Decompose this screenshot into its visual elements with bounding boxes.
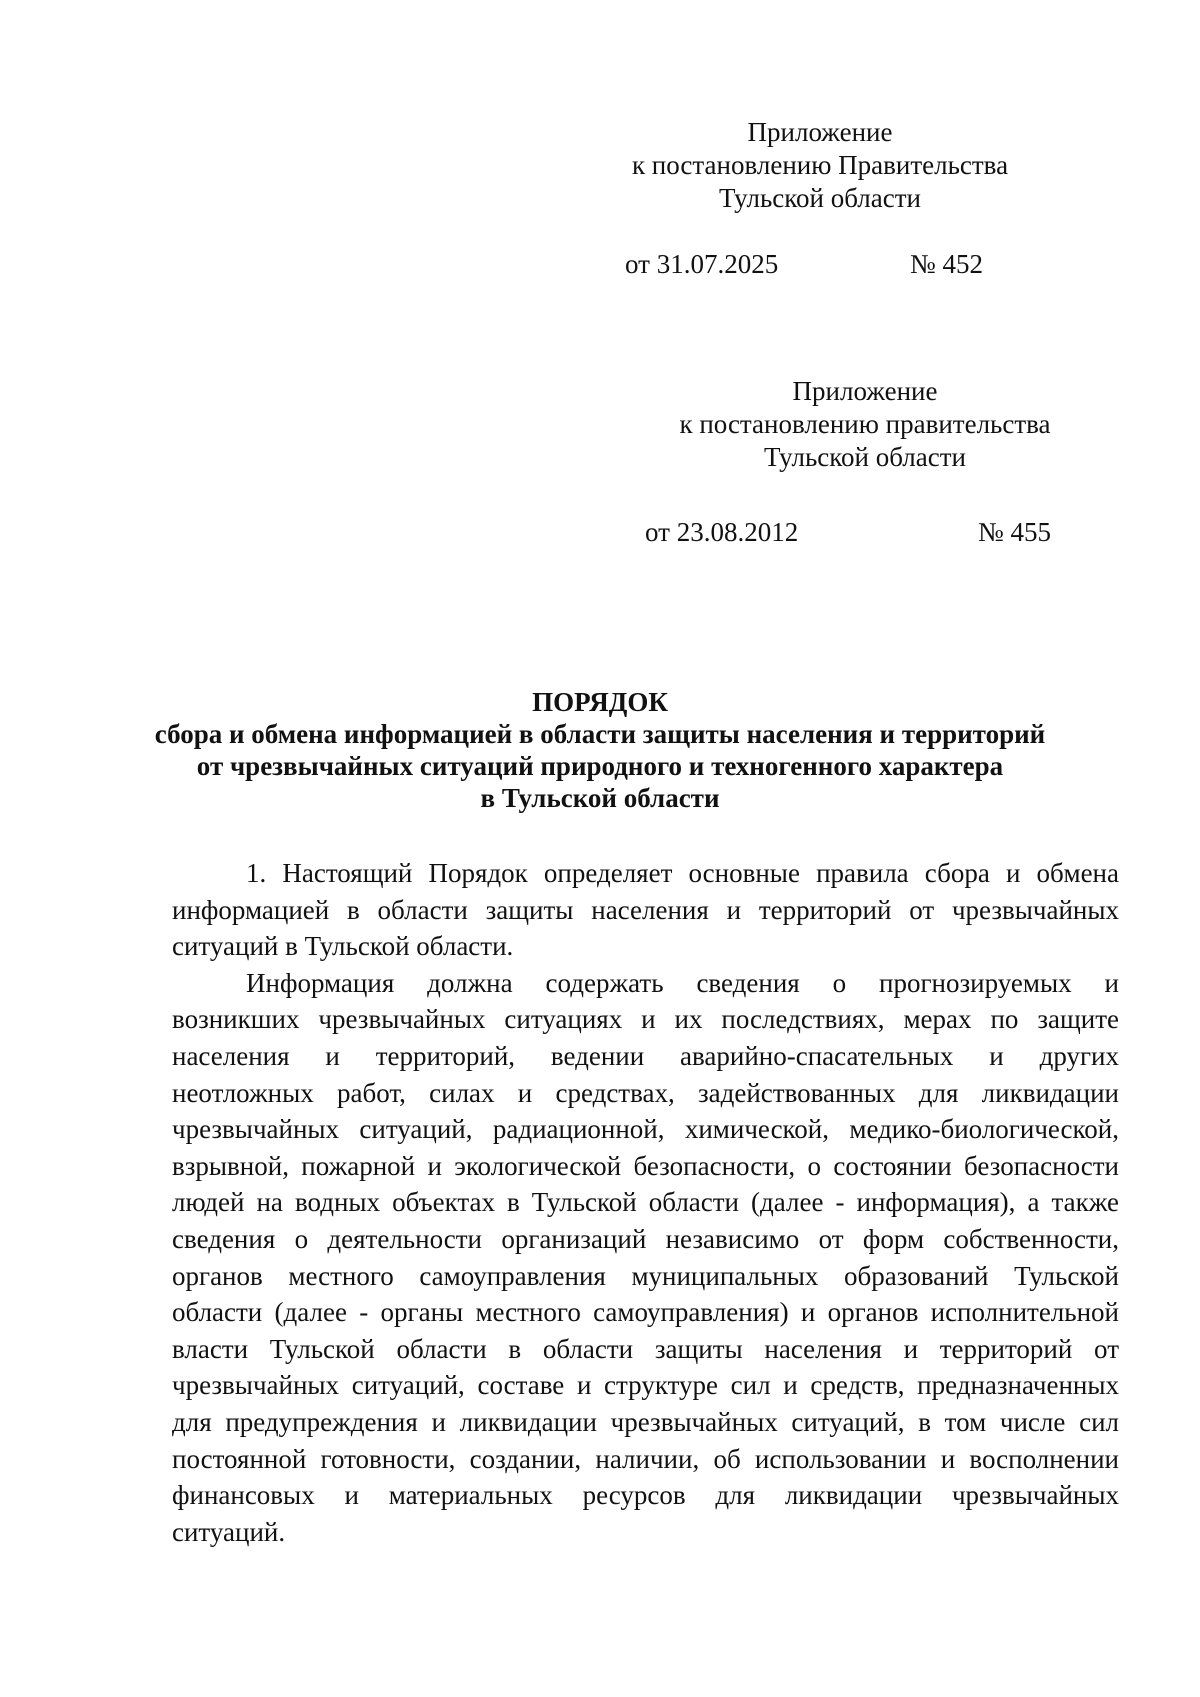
paragraph-line: органов местного самоуправления муниципальных образований Тульской <box>172 1260 1119 1291</box>
paragraph-line: ситуаций. <box>172 1516 286 1547</box>
paragraph-line: сведения о деятельности организаций независимо от форм собственности, <box>172 1223 1119 1254</box>
paragraph-line: области (далее - органы местного самоуправления) и органов исполнительной <box>172 1297 1119 1328</box>
approval-line: Тульской области <box>764 442 966 472</box>
paragraph-line: людей на водных объектах в Тульской области (далее - информация), а также <box>172 1187 1119 1218</box>
approval-line: к постановлению правительства <box>679 409 1051 439</box>
paragraph-1 <box>172 855 1119 965</box>
paragraph-line: Информация должна содержать сведения о прогнозируемых и <box>246 967 1119 998</box>
title-subtitle-line: сбора и обмена информацией в области защиты населения и территорий <box>154 719 1046 749</box>
paragraph-line: неотложных работ, силах и средствах, задействованных для ликвидации <box>172 1077 1119 1108</box>
title-heading: ПОРЯДОК <box>532 687 668 717</box>
approval-number-original: № 455 <box>978 517 1052 547</box>
approval-block-original <box>650 375 1080 474</box>
paragraph-line: взрывной, пожарной и экологической безопасности, о состоянии безопасности <box>172 1150 1119 1181</box>
title-subtitle-line: от чрезвычайных ситуаций природного и техногенного характера <box>196 751 1004 781</box>
paragraph-line: финансовых и материальных ресурсов для ликвидации чрезвычайных <box>172 1480 1119 1511</box>
paragraph-line: чрезвычайных ситуаций, составе и структуре сил и средств, предназначенных <box>172 1370 1119 1401</box>
paragraph-line: чрезвычайных ситуаций, радиационной, химической, медико-биологической, <box>172 1114 1119 1145</box>
paragraph-line: 1. Настоящий Порядок определяет основные правила сбора и обмена <box>246 858 1119 888</box>
approval-line: Тульской области <box>719 183 921 213</box>
approval-date-original: от 23.08.2012 <box>645 517 799 547</box>
title-subtitle-line: в Тульской области <box>480 783 720 813</box>
approval-line: Приложение <box>747 117 893 147</box>
approval-block-current <box>600 116 1040 215</box>
paragraph-2 <box>172 965 1119 1551</box>
paragraph-line: ситуаций в Тульской области. <box>172 931 514 962</box>
paragraph-line: информацией в области защиты населения и территорий от чрезвычайных <box>172 894 1119 925</box>
document-title <box>120 686 1080 814</box>
approval-date-current: от 31.07.2025 <box>625 249 779 279</box>
paragraph-line: постоянной готовности, создании, наличии, об использовании и восполнении <box>172 1443 1119 1474</box>
paragraph-line: возникших чрезвычайных ситуациях и их последствиях, мерах по защите <box>172 1004 1119 1035</box>
paragraph-line: населения и территорий, ведении аварийно-спасательных и других <box>172 1040 1119 1071</box>
approval-line: Приложение <box>792 376 938 406</box>
approval-line: к постановлению Правительства <box>631 150 1009 180</box>
paragraph-line: власти Тульской области в области защиты населения и территорий от <box>172 1333 1119 1364</box>
paragraph-line: для предупреждения и ликвидации чрезвычайных ситуаций, в том числе сил <box>172 1406 1119 1437</box>
document-body <box>172 855 1119 1550</box>
approval-number-current: № 452 <box>910 249 984 279</box>
